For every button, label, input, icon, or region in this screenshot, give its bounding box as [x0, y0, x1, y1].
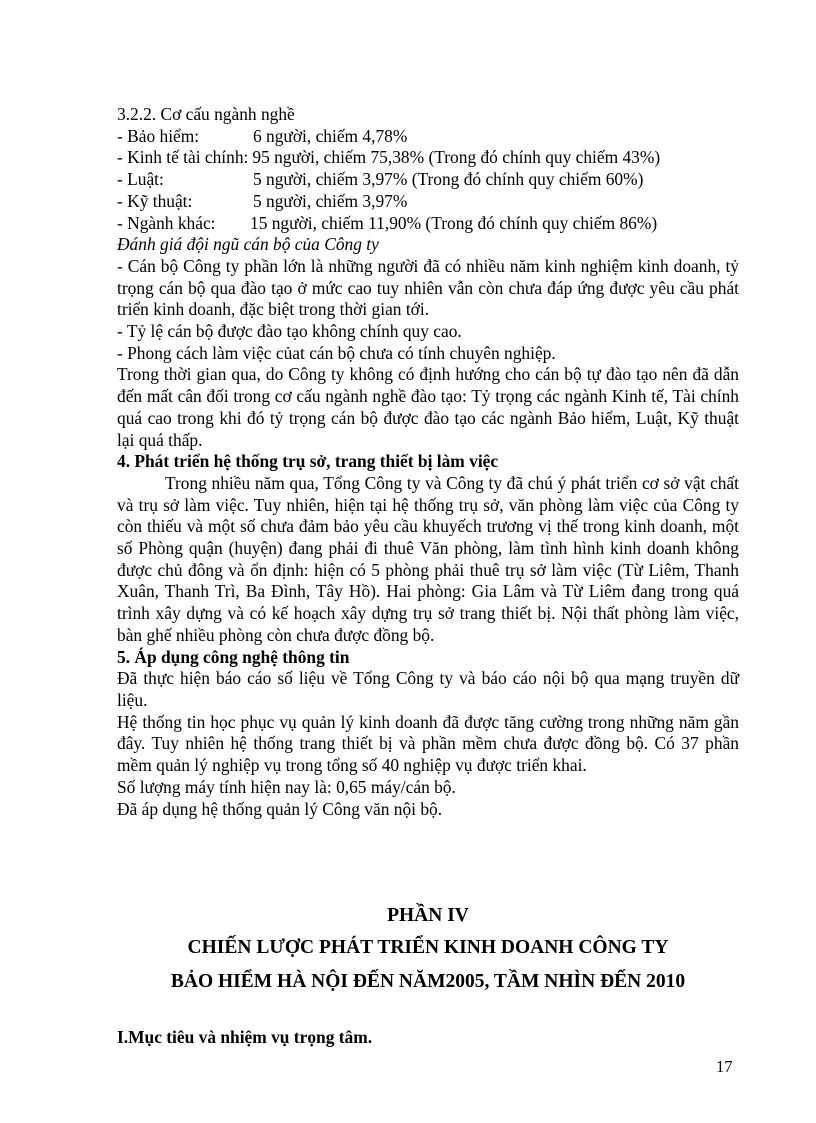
assessment-paragraph-1: - Cán bộ Công ty phần lớn là những người đã có nhiều năm kinh nghiệm kinh doanh, tỷ trọng cán bộ qua đào tạo ở mức cao tuy nhiên vẫn còn chưa đáp ứng được yêu cầu phát triển kinh doanh, đặc biệt trong thời gian tới. — [117, 255, 739, 320]
stat-row-nganh-khac — [117, 213, 739, 235]
stat-label: - Kinh tế tài chính: — [117, 147, 249, 168]
stat-label: - Luật: — [117, 169, 164, 190]
stat-value: 15 người, chiếm 11,90% (Trong đó chính quy chiếm 86%) — [250, 212, 658, 233]
assessment-paragraph-2: - Tỷ lệ cán bộ được đào tạo không chính quy cao. — [117, 321, 462, 342]
assessment-paragraph-4: Trong thời gian qua, do Công ty không có định hướng cho cán bộ tự đào tạo nên đã dẫn đến mất cân đối trong cơ cấu ngành nghề đào tạo: Tỷ trọng các ngành Kinh tế, Tài chính quá cao trong khi đó tỷ trọng cán bộ được đào tạo các ngành Bảo hiểm, Luật, Kỹ thuật lại quá thấp. — [117, 364, 739, 450]
stat-value: 5 người, chiếm 3,97% — [253, 190, 408, 211]
stat-value: 6 người, chiếm 4,78% — [253, 125, 408, 146]
part-title: PHẦN IV — [387, 905, 469, 926]
stat-label: - Bảo hiểm: — [117, 125, 200, 146]
stat-value: 95 người, chiếm 75,38% (Trong đó chính quy chiếm 43%) — [252, 147, 661, 168]
page-number: 17 — [716, 1057, 733, 1076]
goal-heading: I.Mục tiêu và nhiệm vụ trọng tâm. — [117, 1027, 373, 1047]
stat-row-luat — [117, 169, 739, 191]
section-heading-322: 3.2.2. Cơ cấu ngành nghề — [117, 104, 295, 124]
stat-row-ky-thuat — [117, 191, 739, 213]
section-5-paragraph-3: Số lượng máy tính hiện nay là: 0,65 máy/cán bộ. — [117, 776, 456, 797]
stat-row-kinh-te-tai-chinh — [117, 147, 739, 169]
stat-label: - Ngành khác: — [117, 212, 216, 233]
stat-row-bao-hiem — [117, 126, 739, 148]
assessment-paragraph-3: - Phong cách làm việc củat cán bộ chưa có tính chuyên nghiệp. — [117, 342, 556, 363]
assessment-heading: Đánh giá đội ngũ cán bộ của Công ty — [117, 234, 379, 255]
section-4-paragraph: Trong nhiều năm qua, Tổng Công ty và Công ty đã chú ý phát triển cơ sở vật chất và trụ sở làm việc. Tuy nhiên, hiện tại hệ thống trụ sở, văn phòng làm việc của Công ty còn thiếu và một số chưa đảm bảo yêu cầu khuyếch trương vị thế trong kinh doanh, một số Phòng quận (huyện) đang phải đi thuê Văn phòng, làm tình hình kinh doanh không được chủ đông và ổn định: hiện có 5 phòng phải thuê trụ sở làm việc (Từ Liêm, Thanh Xuân, Thanh Trì, Ba Đình, Tây Hồ). Hai phòng: Gia Lâm và Từ Liêm đang trong quá trình xây dựng và có kế hoạch xây dựng trụ sở trang thiết bị. Nội thất phòng làm việc, bàn ghế nhiều phòng còn chưa được đồng bộ. — [117, 472, 739, 645]
part-subtitle-line-2: BẢO HIỂM HÀ NỘI ĐẾN NĂM2005, TẦM NHÌN ĐẾN 2010 — [170, 971, 686, 992]
document-body — [117, 104, 739, 820]
section-heading-4: 4. Phát triển hệ thống trụ sở, trang thiết bị làm việc — [117, 451, 499, 472]
section-5-paragraph-4: Đã áp dụng hệ thống quản lý Công văn nội bộ. — [117, 798, 443, 819]
section-5-paragraph-1: Đã thực hiện báo cáo số liệu về Tổng Công ty và báo cáo nội bộ qua mạng truyền dữ liệu. — [117, 668, 739, 710]
part-subtitle-line-1: CHIẾN LƯỢC PHÁT TRIỂN KINH DOANH CÔNG TY — [187, 937, 669, 958]
section-heading-5: 5. Áp dụng công nghệ thông tin — [117, 646, 350, 667]
stat-value: 5 người, chiếm 3,97% (Trong đó chính quy chiếm 60%) — [253, 169, 644, 190]
stat-label: - Kỹ thuật: — [117, 190, 193, 211]
section-5-paragraph-2: Hệ thống tin học phục vụ quản lý kinh doanh đã được tăng cường trong những năm gần đây. Tuy nhiên hệ thống trang thiết bị và phần mềm chưa được đồng bộ. Có 37 phần mềm quản lý nghiệp vụ trong tổng số 40 nghiệp vụ được triển khai. — [117, 711, 739, 776]
